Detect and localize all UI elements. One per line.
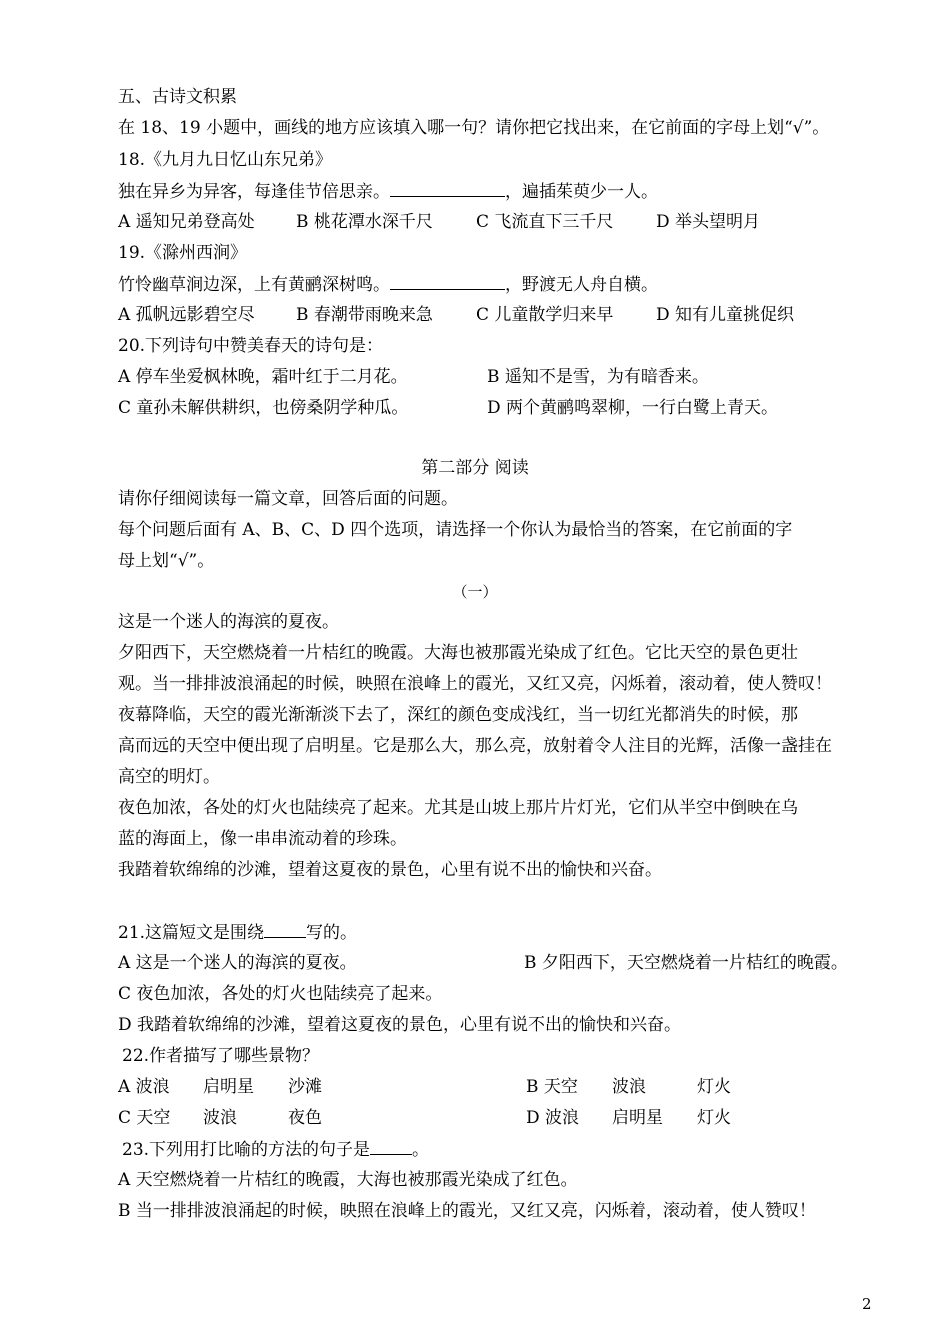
- poem-line-after: ，野渡无人舟自横。: [505, 275, 658, 295]
- question-21-stem: [118, 921, 357, 944]
- option-item: 启明星: [612, 1108, 663, 1128]
- option-a[interactable]: A 遥知兄弟登高处: [118, 212, 255, 232]
- option-a[interactable]: A 这是一个迷人的海滨的夏夜。: [118, 953, 357, 973]
- passage-paragraph: 夜幕降临，天空的霞光渐渐淡下去了，深红的颜色变成浅红，当一切红光都消失的时候，那: [118, 705, 798, 725]
- question-23-stem: [122, 1138, 429, 1161]
- question-20-title: 20.下列诗句中赞美春天的诗句是：: [118, 336, 384, 356]
- option-item: 灯火: [697, 1077, 731, 1097]
- fill-blank[interactable]: [390, 273, 505, 290]
- reading-instruction-line: 母上划“√”。: [118, 551, 215, 571]
- option-item: 夜色: [288, 1108, 322, 1128]
- stem-text: 。: [412, 1140, 430, 1160]
- passage-paragraph: 我踏着软绵绵的沙滩，望着这夏夜的景色，心里有说不出的愉快和兴奋。: [118, 860, 662, 880]
- option-item: 波浪: [612, 1077, 646, 1097]
- option-item: A 波浪: [118, 1077, 170, 1097]
- option-item: 灯火: [697, 1108, 731, 1128]
- option-b[interactable]: B 春潮带雨晚来急: [296, 305, 433, 325]
- reading-intro: 请你仔细阅读每一篇文章，回答后面的问题。: [118, 489, 458, 509]
- stem-text: 23.下列用打比喻的方法的句子是: [122, 1140, 371, 1160]
- option-c[interactable]: C 飞流直下三千尺: [476, 212, 614, 232]
- option-d[interactable]: D 我踏着软绵绵的沙滩，望着这夏夜的景色，心里有说不出的愉快和兴奋。: [118, 1015, 682, 1035]
- question-19-title: 19.《滁州西涧》: [118, 243, 248, 263]
- page-number: 2: [862, 1295, 872, 1313]
- passage-label: （一）: [452, 583, 498, 601]
- option-d[interactable]: D 两个黄鹂鸣翠柳，一行白鹭上青天。: [487, 398, 779, 418]
- reading-instruction-line: 每个问题后面有 A、B、C、D 四个选项，请选择一个你认为最恰当的答案，在它前面的字: [118, 520, 793, 540]
- option-b[interactable]: B 夕阳西下，天空燃烧着一片桔红的晚霞。: [524, 953, 848, 973]
- stem-text: 写的。: [306, 923, 358, 943]
- option-item: D 波浪: [526, 1108, 580, 1128]
- poem-line-after: ，遍插茱萸少一人。: [505, 182, 658, 202]
- option-b[interactable]: B 当一排排波浪涌起的时候，映照在浪峰上的霞光，又红又亮，闪烁着，滚动着，使人赞叹！: [118, 1201, 816, 1221]
- stem-text: 21.这篇短文是围绕: [118, 923, 265, 943]
- question-18-title: 18.《九月九日忆山东兄弟》: [118, 150, 333, 170]
- passage-paragraph: 夜色加浓，各处的灯火也陆续亮了起来。尤其是山坡上那片片灯光，它们从半空中倒映在乌: [118, 798, 798, 818]
- option-item: 波浪: [203, 1108, 237, 1128]
- poem-line-before: 独在异乡为异客，每逢佳节倍思亲。: [118, 182, 390, 202]
- fill-blank[interactable]: [370, 1138, 412, 1155]
- option-item: C 天空: [118, 1108, 171, 1128]
- option-a[interactable]: A 停车坐爱枫林晚，霜叶红于二月花。: [118, 367, 408, 387]
- option-d[interactable]: D 知有儿童挑促织: [656, 305, 795, 325]
- option-a[interactable]: A 孤帆远影碧空尽: [118, 305, 255, 325]
- section-heading: 五、古诗文积累: [118, 87, 237, 107]
- fill-blank[interactable]: [264, 921, 306, 938]
- passage-paragraph: 夕阳西下，天空燃烧着一片桔红的晚霞。大海也被那霞光染成了红色。它比天空的景色更壮: [118, 643, 798, 663]
- passage-paragraph: 这是一个迷人的海滨的夏夜。: [118, 612, 339, 632]
- option-b[interactable]: B 桃花潭水深千尺: [296, 212, 433, 232]
- question-18-poem-line: [118, 180, 658, 203]
- option-item: 启明星: [203, 1077, 254, 1097]
- passage-paragraph-cont: 观。当一排排波浪涌起的时候，映照在浪峰上的霞光，又红又亮，闪烁着，滚动着，使人赞叹！: [118, 674, 832, 694]
- passage-paragraph-cont: 高空的明灯。: [118, 767, 220, 787]
- option-item: 沙滩: [288, 1077, 322, 1097]
- option-c[interactable]: C 童孙未解供耕织，也傍桑阴学种瓜。: [118, 398, 409, 418]
- passage-paragraph-cont: 高而远的天空中便出现了启明星。它是那么大，那么亮，放射着令人注目的光辉，活像一盏挂在: [118, 736, 832, 756]
- poem-line-before: 竹怜幽草涧边深，上有黄鹂深树鸣。: [118, 275, 390, 295]
- part-heading: 第二部分 阅读: [421, 458, 529, 478]
- question-19-poem-line: [118, 273, 658, 296]
- option-c[interactable]: C 儿童散学归来早: [476, 305, 614, 325]
- option-item: B 天空: [526, 1077, 578, 1097]
- option-b[interactable]: B 遥知不是雪，为有暗香来。: [487, 367, 709, 387]
- section-instruction: 在 18、19 小题中，画线的地方应该填入哪一句？请你把它找出来，在它前面的字母上划“√”。: [118, 118, 830, 138]
- option-d[interactable]: D 举头望明月: [656, 212, 761, 232]
- question-22-stem: 22.作者描写了哪些景物？: [122, 1046, 320, 1066]
- option-c[interactable]: C 夜色加浓，各处的灯火也陆续亮了起来。: [118, 984, 443, 1004]
- fill-blank[interactable]: [390, 180, 505, 197]
- passage-paragraph-cont: 蓝的海面上，像一串串流动着的珍珠。: [118, 829, 407, 849]
- option-a[interactable]: A 天空燃烧着一片桔红的晚霞，大海也被那霞光染成了红色。: [118, 1170, 578, 1190]
